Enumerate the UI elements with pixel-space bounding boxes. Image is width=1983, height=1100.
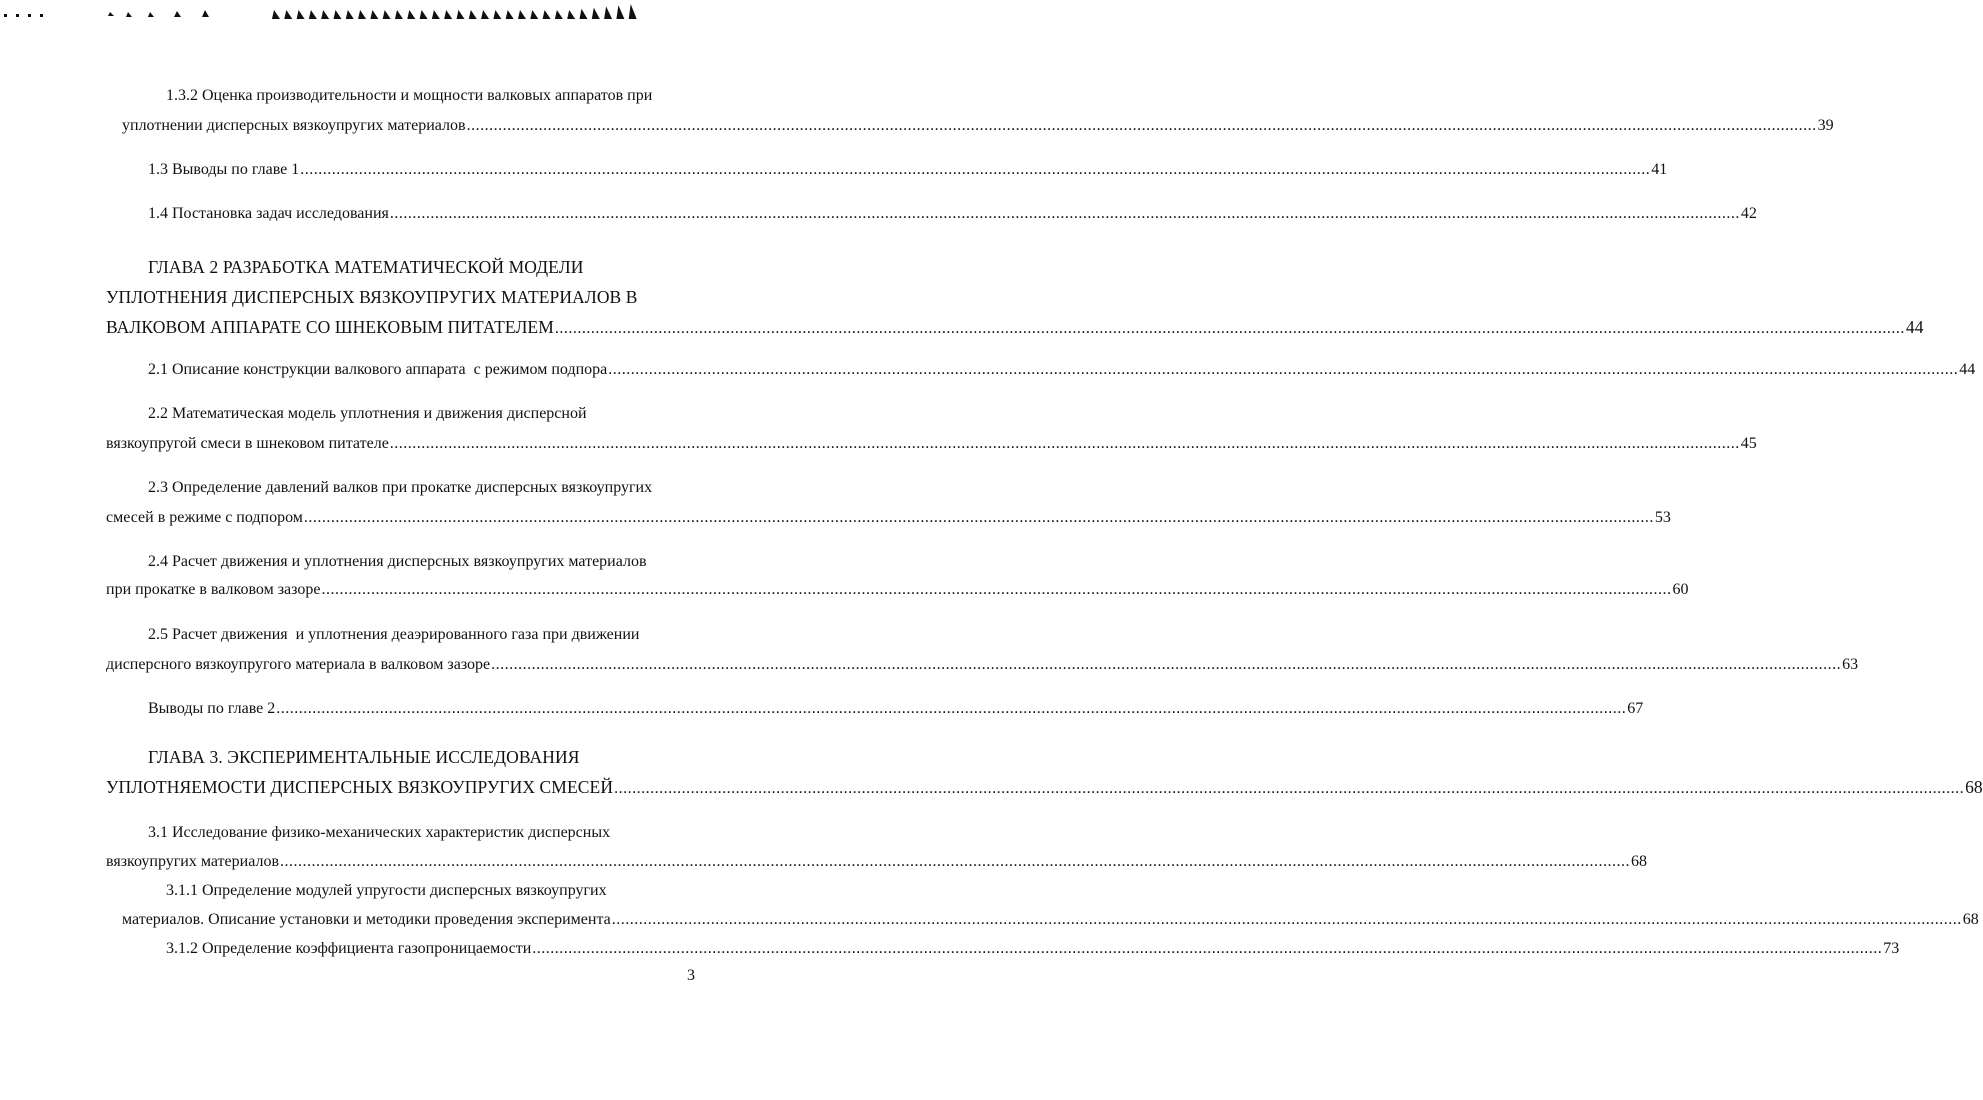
toc-entry-3-1-2[interactable] <box>166 939 1900 959</box>
toc-page-number: 68 <box>1631 853 1647 870</box>
toc-entry-title: вязкоупругой смеси в шнековом питателе <box>106 435 389 452</box>
toc-entry-2-3-line1: 2.3 Определение давлений валков при прокатке дисперсных вязкоупругих <box>148 479 653 496</box>
leader-dots: ............................................................................................................................................................................................................................................................................................................ <box>532 940 1883 957</box>
leader-dots: ............................................................................................................................................................................................................................................................................................................ <box>611 911 1962 928</box>
leader-dots: ............................................................................................................................................................................................................................................................................................................ <box>280 853 1630 870</box>
toc-entry-2-1[interactable] <box>148 360 1976 380</box>
toc-entry-title: Выводы по главе 2 <box>148 700 276 717</box>
chapter-2-heading-line1: ГЛАВА 2 РАЗРАБОТКА МАТЕМАТИЧЕСКОЙ МОДЕЛИ <box>148 257 584 277</box>
chapter-3-heading-line1: ГЛАВА 3. ЭКСПЕРИМЕНТАЛЬНЫЕ ИССЛЕДОВАНИЯ <box>148 747 580 767</box>
leader-dots: ............................................................................................................................................................................................................................................................................................................ <box>614 780 1965 797</box>
toc-entry-title: 3.1.2 Определение коэффициента газопроницаемости <box>166 940 532 957</box>
leader-dots: ............................................................................................................................................................................................................................................................................................................ <box>303 509 1654 526</box>
toc-entry-1-3-2[interactable] <box>122 116 1834 136</box>
toc-entry-title: 2.1 Описание конструкции валкового аппарата с режимом подпора <box>148 361 608 378</box>
toc-entry-title: при прокатке в валковом зазоре <box>106 581 321 598</box>
toc-entry-1-4[interactable] <box>148 204 1757 224</box>
toc-entry-1-3-2-line1: 1.3.2 Оценка производительности и мощности валковых аппаратов при <box>166 87 653 104</box>
toc-entry-chapter-2-conclusions[interactable] <box>148 699 1644 719</box>
toc-entry-2-3[interactable] <box>106 508 1671 528</box>
toc-entry-2-2[interactable] <box>106 434 1757 454</box>
leader-dots: ............................................................................................................................................................................................................................................................................................................ <box>276 700 1627 717</box>
toc-entry-title: ВАЛКОВОМ АППАРАТЕ СО ШНЕКОВЫМ ПИТАТЕЛЕМ <box>106 317 554 337</box>
toc-page-number: 42 <box>1740 205 1757 222</box>
toc-entry-3-1-line1: 3.1 Исследование физико-механических характеристик дисперсных <box>148 824 611 841</box>
toc-entry-2-4-line1: 2.4 Расчет движения и уплотнения дисперсных вязкоупругих материалов <box>148 553 647 570</box>
leader-dots: ............................................................................................................................................................................................................................................................................................................ <box>491 656 1842 673</box>
toc-entry-1-3[interactable] <box>148 160 1668 180</box>
toc-entry-title: смесей в режиме с подпором <box>106 509 303 526</box>
toc-chapter-3[interactable] <box>106 776 1983 800</box>
toc-entry-title: 1.4 Постановка задач исследования <box>148 205 389 222</box>
toc-page-number: 44 <box>1959 361 1976 378</box>
toc-entry-3-1-1-line1: 3.1.1 Определение модулей упругости дисперсных вязкоупругих <box>166 882 607 899</box>
toc-page-number: 45 <box>1740 435 1757 452</box>
toc-entry-title: дисперсного вязкоупругого материала в валковом зазоре <box>106 656 491 673</box>
leader-dots: ............................................................................................................................................................................................................................................................................................................ <box>389 435 1740 452</box>
toc-page-number: 68 <box>1965 777 1983 797</box>
leader-dots: ............................................................................................................................................................................................................................................................................................................ <box>321 581 1672 598</box>
toc-entry-title: УПЛОТНЯЕМОСТИ ДИСПЕРСНЫХ ВЯЗКОУПРУГИХ СМЕСЕЙ <box>106 777 614 797</box>
toc-page-number: 39 <box>1817 117 1834 134</box>
leader-dots: ............................................................................................................................................................................................................................................................................................................ <box>300 161 1651 178</box>
toc-page-number: 63 <box>1842 656 1859 673</box>
toc-entry-3-1[interactable] <box>106 852 1647 872</box>
toc-entry-title: уплотнении дисперсных вязкоупругих материалов <box>122 117 466 134</box>
toc-entry-2-5-line1: 2.5 Расчет движения и уплотнения деаэрированного газа при движении <box>148 626 640 643</box>
toc-page-number: 41 <box>1651 161 1668 178</box>
chapter-2-heading-line2: УПЛОТНЕНИЯ ДИСПЕРСНЫХ ВЯЗКОУПРУГИХ МАТЕРИАЛОВ В <box>106 287 638 307</box>
toc-entry-title: вязкоупругих материалов <box>106 853 279 870</box>
leader-dots: ............................................................................................................................................................................................................................................................................................................ <box>466 117 1817 134</box>
toc-entry-3-1-1[interactable] <box>122 910 1979 930</box>
toc-page-number: 68 <box>1962 911 1979 928</box>
toc-entry-2-4[interactable] <box>106 580 1689 600</box>
toc-page-number: 67 <box>1627 700 1644 717</box>
toc-entry-title: 1.3 Выводы по главе 1 <box>148 161 300 178</box>
toc-page-number: 73 <box>1883 940 1900 957</box>
toc-entry-title: материалов. Описание установки и методики проведения эксперимента <box>122 911 611 928</box>
toc-chapter-2[interactable] <box>106 316 1924 340</box>
toc-page-number: 60 <box>1672 581 1689 598</box>
toc-entry-2-2-line1: 2.2 Математическая модель уплотнения и движения дисперсной <box>148 405 587 422</box>
page-number: 3 <box>687 967 695 984</box>
leader-dots: ............................................................................................................................................................................................................................................................................................................ <box>389 205 1740 222</box>
toc-entry-2-5[interactable] <box>106 655 1859 675</box>
leader-dots: ............................................................................................................................................................................................................................................................................................................ <box>554 320 1905 337</box>
leader-dots: ............................................................................................................................................................................................................................................................................................................ <box>608 361 1959 378</box>
toc-page-number: 44 <box>1905 317 1924 337</box>
toc-page-number: 53 <box>1654 509 1671 526</box>
